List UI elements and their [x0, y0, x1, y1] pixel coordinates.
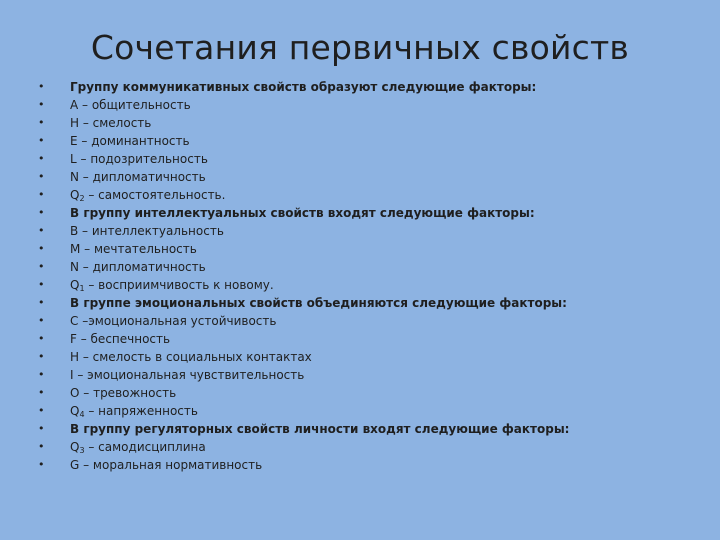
- list-item-text: С –эмоциональная устойчивость: [70, 314, 277, 328]
- bullet-icon: •: [38, 242, 45, 255]
- list-heading-item: [38, 204, 698, 222]
- list-item-text: [70, 278, 274, 292]
- bullet-icon: •: [38, 206, 45, 219]
- list-item: [38, 456, 698, 474]
- list-item-text: Е – доминантность: [70, 134, 190, 148]
- bullet-icon: •: [38, 98, 45, 111]
- list-item-text: L – подозрительность: [70, 152, 208, 166]
- list-item: [38, 384, 698, 402]
- list-item-text: В – интеллектуальность: [70, 224, 224, 238]
- bullet-icon: •: [38, 188, 45, 201]
- list-item: [38, 222, 698, 240]
- bullet-icon: •: [38, 170, 45, 183]
- list-item-text: Группу коммуникативных свойств образуют следующие факторы:: [70, 80, 537, 94]
- bullet-icon: •: [38, 386, 45, 399]
- list-item: [38, 258, 698, 276]
- slide-title: Сочетания первичных свойств: [90, 28, 630, 67]
- factor-letter: Q: [70, 278, 80, 292]
- list-item-text: I – эмоциональная чувствительность: [70, 368, 305, 382]
- bullet-icon: •: [38, 260, 45, 273]
- list-item-text: [70, 188, 225, 202]
- factor-subscript: 2: [79, 194, 85, 203]
- list-item: [38, 168, 698, 186]
- list-item-text: F – беспечность: [70, 332, 171, 346]
- bullet-icon: •: [38, 422, 45, 435]
- list-item: [38, 240, 698, 258]
- list-item: [38, 276, 698, 294]
- bullet-icon: •: [38, 314, 45, 327]
- factor-letter: Q: [70, 188, 80, 202]
- list-item: [38, 312, 698, 330]
- factor-subscript: 1: [79, 284, 85, 293]
- list-heading-item: [38, 78, 698, 96]
- bullet-icon: •: [38, 152, 45, 165]
- list-item: [38, 96, 698, 114]
- list-item-text: В группу регуляторных свойств личности входят следующие факторы:: [70, 422, 570, 436]
- bullet-icon: •: [38, 368, 45, 381]
- list-item-text: [70, 440, 206, 454]
- factor-description: – самодисциплина: [84, 440, 206, 454]
- list-item: [38, 132, 698, 150]
- list-item-text: М – мечтательность: [70, 242, 197, 256]
- factor-description: – восприимчивость к новому.: [84, 278, 274, 292]
- list-item-text: N – дипломатичность: [70, 260, 206, 274]
- list-item: [38, 114, 698, 132]
- list-item: [38, 402, 698, 420]
- bullet-list: [38, 78, 698, 474]
- bullet-icon: •: [38, 224, 45, 237]
- factor-description: – напряженность: [84, 404, 198, 418]
- bullet-icon: •: [38, 458, 45, 471]
- bullet-icon: •: [38, 134, 45, 147]
- list-item-text: Н – смелость: [70, 116, 152, 130]
- list-item-text: А – общительность: [70, 98, 191, 112]
- list-item: [38, 330, 698, 348]
- bullet-icon: •: [38, 332, 45, 345]
- factor-subscript: 4: [79, 410, 85, 419]
- list-item: [38, 366, 698, 384]
- list-heading-item: [38, 420, 698, 438]
- factor-letter: Q: [70, 404, 80, 418]
- list-item-text: Н – смелость в социальных контактах: [70, 350, 312, 364]
- list-item-text: G – моральная нормативность: [70, 458, 263, 472]
- list-item: [38, 348, 698, 366]
- list-item: [38, 438, 698, 456]
- bullet-icon: •: [38, 350, 45, 363]
- list-item-text: О – тревожность: [70, 386, 177, 400]
- list-item: [38, 186, 698, 204]
- bullet-icon: •: [38, 440, 45, 453]
- bullet-icon: •: [38, 80, 45, 93]
- list-item-text: [70, 404, 198, 418]
- bullet-icon: •: [38, 296, 45, 309]
- bullet-icon: •: [38, 116, 45, 129]
- list-item-text: В группу интеллектуальных свойств входят следующие факторы:: [70, 206, 535, 220]
- bullet-icon: •: [38, 278, 45, 291]
- list-item-text: В группе эмоциональных свойств объединяются следующие факторы:: [70, 296, 567, 310]
- list-item-text: N – дипломатичность: [70, 170, 206, 184]
- bullet-icon: •: [38, 404, 45, 417]
- factor-description: – самостоятельность.: [84, 188, 226, 202]
- list-item: [38, 150, 698, 168]
- list-heading-item: [38, 294, 698, 312]
- factor-letter: Q: [70, 440, 80, 454]
- factor-subscript: 3: [79, 446, 85, 455]
